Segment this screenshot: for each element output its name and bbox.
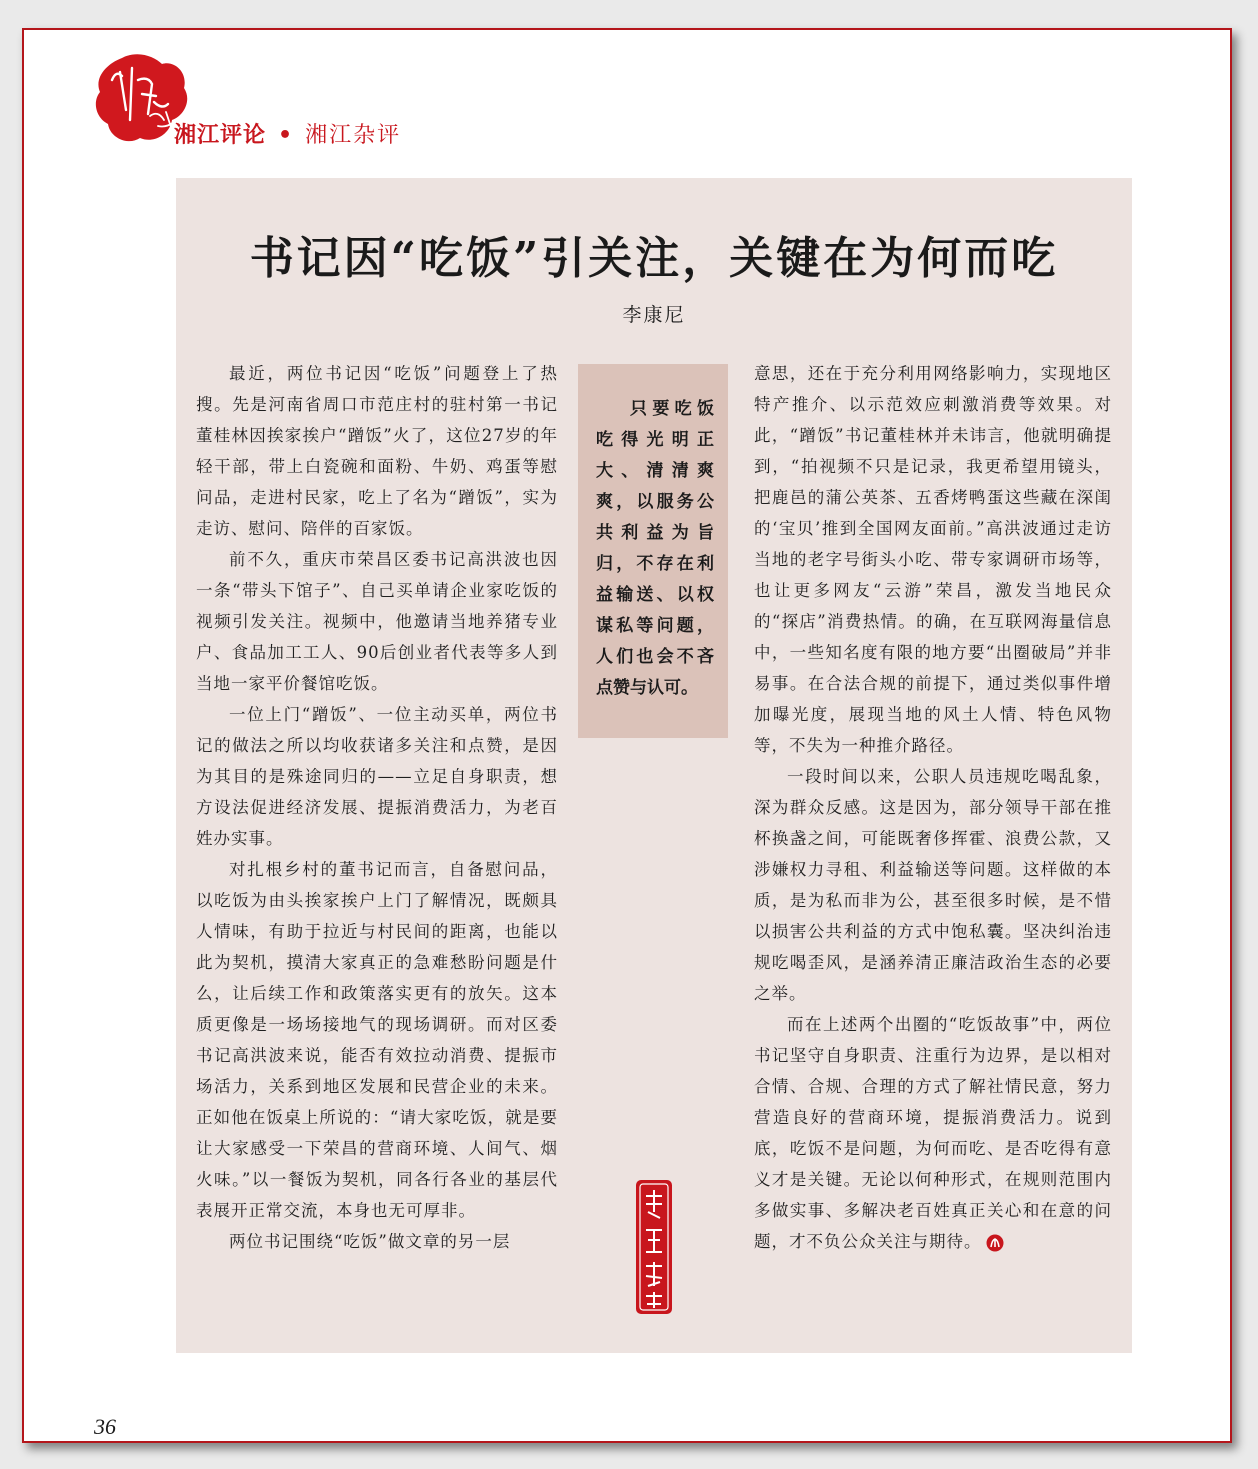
paragraph: 意思，还在于充分利用网络影响力，实现地区特产推介、以示范效应刺激消费等效果。对此，“蹭饭”书记董桂林并未讳言，他就明确提到，“拍视频不只是记录，我更希望用镜头，把鹿邑的蒲公英茶、五香烤鸭蛋这些藏在深闺的‘宝贝’推到全国网友面前。”高洪波通过走访当地的老字号街头小吃、带专家调研市场等，也让更多网友“云游”荣昌，激发当地民众的“探店”消费热情。的确，在互联网海量信息中，一些知名度有限的地方要“出圈破局”并非易事。在合法合规的前提下，通过类似事件增加曝光度，展现当地的风土人情、特色风物等，不失为一种推介路径。: [754, 364, 1112, 755]
article-panel: [176, 178, 1132, 1353]
section-name: 湘江评论: [174, 123, 267, 148]
pull-quote: 只要吃饭吃得光明正大、清清爽爽，以服务公共利益为旨归，不存在利益输送、以权谋私等问题，人们也会不吝点赞与认可。: [578, 364, 728, 738]
article-left-column: [196, 358, 558, 1257]
paragraph: 前不久，重庆市荣昌区委书记高洪波也因一条“带头下馆子”、自己买单请企业家吃饭的视频引发关注。视频中，他邀请当地养猪专业户、食品加工工人、90后创业者代表等多人到当地一家平价餐馆吃饭。: [196, 550, 558, 693]
article-right-column: [754, 358, 1112, 1257]
closing-text: 而在上述两个出圈的“吃饭故事”中，两位书记坚守自身职责、注重行为边界，是以相对合情、合规、合理的方式了解社情民意，努力营造良好的营商环境，提振消费活力。说到底，吃饭不是问题，为何而吃、是否吃得有意义才是关键。无论以何种形式，在规则范围内多做实事、多解决老百姓真正关心和在意的问题，才不负公众关注与期待。: [754, 1015, 1112, 1251]
paragraph: 一段时间以来，公职人员违规吃喝乱象，深为群众反感。这是因为，部分领导干部在推杯换盏之间，可能既奢侈挥霍、浪费公款，又涉嫌权力寻租、利益输送等问题。这样做的本质，是为私而非为公，甚至很多时候，是不惜以损害公共利益的方式中饱私囊。坚决纠治违规吃喝歪风，是涵养清正廉洁政治生态的必要之举。: [754, 767, 1112, 1003]
magazine-page: [22, 28, 1232, 1443]
paragraph: 最近，两位书记因“吃饭”问题登上了热搜。先是河南省周口市范庄村的驻村第一书记董桂林因挨家挨户“蹭饭”火了，这位27岁的年轻干部，带上白瓷碗和面粉、牛奶、鸡蛋等慰问品，走进村民家，吃上了名为“蹭饭”，实为走访、慰问、陪伴的百家饭。: [196, 364, 558, 538]
paragraph: 两位书记围绕“吃饭”做文章的另一层: [229, 1232, 511, 1251]
section-separator: •: [278, 123, 294, 148]
section-heading: [174, 118, 401, 149]
end-mark-icon: [986, 1234, 1004, 1252]
paragraph: 对扎根乡村的董书记而言，自备慰问品，以吃饭为由头挨家挨户上门了解情况，既颇具人情味，有助于拉近与村民间的距离，也能以此为契机，摸清大家真正的急难愁盼问题是什么，让后续工作和政策落实更有的放矢。这本质更像是一场场接地气的现场调研。而对区委书记高洪波来说，能否有效拉动消费、提振市场活力，关系到地区发展和民营企业的未来。正如他在饭桌上所说的：“请大家吃饭，就是要让大家感受一下荣昌的营商环境、人间气、烟火味。”以一餐饭为契机，同各行各业的基层代表展开正常交流，本身也无可厚非。: [196, 860, 558, 1220]
subsection-name: 湘江杂评: [305, 123, 402, 148]
paragraph: 一位上门“蹭饭”、一位主动买单，两位书记的做法之所以均收获诸多关注和点赞，是因为其目的是殊途同归的——立足自身职责，想方设法促进经济发展、提振消费活力，为老百姓办实事。: [196, 705, 558, 848]
closing-paragraph: [754, 1009, 1112, 1257]
seal-stamp-icon: [634, 1178, 674, 1316]
page-number: 36: [94, 1414, 116, 1439]
article-title: 书记因“吃饭”引关注，关键在为何而吃: [249, 233, 1059, 284]
article-author: 李康尼: [622, 304, 686, 326]
